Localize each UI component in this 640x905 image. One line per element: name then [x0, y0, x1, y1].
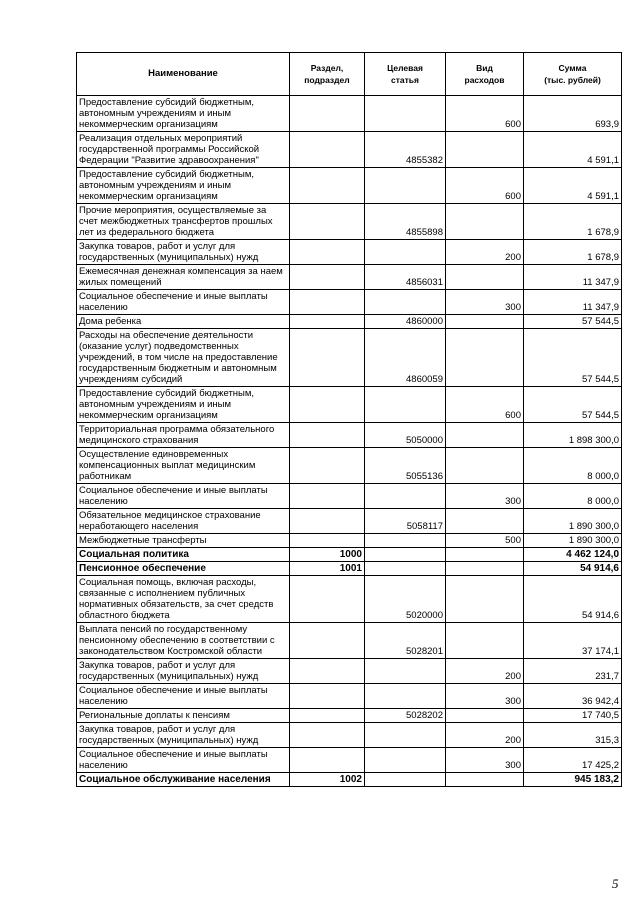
- row-sum-cell: 54 914,6: [524, 562, 622, 576]
- row-target-cell: [365, 748, 446, 773]
- row-target-cell: [365, 534, 446, 548]
- row-type-cell: [446, 448, 524, 484]
- row-type-cell: 300: [446, 484, 524, 509]
- row-name-cell: Закупка товаров, работ и услуг для государственных (муниципальных) нужд: [77, 659, 290, 684]
- table-row: [77, 748, 622, 773]
- row-target-cell: [365, 773, 446, 787]
- table-row: [77, 548, 622, 562]
- row-name-cell: Социальное обеспечение и иные выплаты населению: [77, 484, 290, 509]
- row-target-cell: [365, 96, 446, 132]
- row-target-cell: 4860059: [365, 329, 446, 387]
- row-target-cell: 5058117: [365, 509, 446, 534]
- table-row: [77, 623, 622, 659]
- table-row: [77, 684, 622, 709]
- table-row: [77, 265, 622, 290]
- row-section-cell: [290, 709, 365, 723]
- row-name-cell: Социальная помощь, включая расходы, связанные с исполнением публичных нормативных обязательств, за счет средств областного бюджета: [77, 576, 290, 623]
- row-type-cell: [446, 423, 524, 448]
- row-target-cell: 5020000: [365, 576, 446, 623]
- row-type-cell: [446, 204, 524, 240]
- row-name-cell: Региональные доплаты к пенсиям: [77, 709, 290, 723]
- row-section-cell: [290, 204, 365, 240]
- header-target: Целевая статья: [365, 53, 446, 96]
- table-row: [77, 290, 622, 315]
- row-target-cell: 5028201: [365, 623, 446, 659]
- row-name-cell: Социальная политика: [77, 548, 290, 562]
- header-sum: Сумма (тыс. рублей): [524, 53, 622, 96]
- row-sum-cell: 4 591,1: [524, 132, 622, 168]
- row-section-cell: [290, 509, 365, 534]
- row-name-cell: Расходы на обеспечение деятельности (оказание услуг) подведомственных учреждений, в том числе на предоставление государственным бюджетным и автономным учреждениям субсидий: [77, 329, 290, 387]
- row-sum-cell: 11 347,9: [524, 265, 622, 290]
- row-sum-cell: 231,7: [524, 659, 622, 684]
- row-sum-cell: 1 898 300,0: [524, 423, 622, 448]
- row-name-cell: Социальное обслуживание населения: [77, 773, 290, 787]
- row-section-cell: [290, 290, 365, 315]
- row-type-cell: [446, 562, 524, 576]
- row-type-cell: 600: [446, 168, 524, 204]
- row-section-cell: [290, 623, 365, 659]
- row-sum-cell: 8 000,0: [524, 448, 622, 484]
- row-type-cell: 300: [446, 684, 524, 709]
- row-name-cell: Территориальная программа обязательного медицинского страхования: [77, 423, 290, 448]
- row-name-cell: Обязательное медицинское страхование неработающего населения: [77, 509, 290, 534]
- row-target-cell: 4860000: [365, 315, 446, 329]
- table-body: [77, 96, 622, 787]
- row-target-cell: 5050000: [365, 423, 446, 448]
- row-type-cell: [446, 773, 524, 787]
- row-sum-cell: 54 914,6: [524, 576, 622, 623]
- row-sum-cell: 315,3: [524, 723, 622, 748]
- row-target-cell: 4855382: [365, 132, 446, 168]
- table-row: [77, 448, 622, 484]
- row-target-cell: 5028202: [365, 709, 446, 723]
- table-row: [77, 659, 622, 684]
- row-type-cell: 500: [446, 534, 524, 548]
- row-section-cell: [290, 132, 365, 168]
- row-sum-cell: 57 544,5: [524, 329, 622, 387]
- table-row: [77, 723, 622, 748]
- row-type-cell: 600: [446, 387, 524, 423]
- row-name-cell: Предоставление субсидий бюджетным, автономным учреждениям и иным некоммерческим организациям: [77, 96, 290, 132]
- row-sum-cell: 4 462 124,0: [524, 548, 622, 562]
- row-name-cell: Осуществление единовременных компенсационных выплат медицинским работникам: [77, 448, 290, 484]
- table-row: [77, 96, 622, 132]
- row-name-cell: Ежемесячная денежная компенсация за наем жилых помещений: [77, 265, 290, 290]
- row-name-cell: Социальное обеспечение и иные выплаты населению: [77, 748, 290, 773]
- table-row: [77, 562, 622, 576]
- row-type-cell: [446, 509, 524, 534]
- row-target-cell: [365, 548, 446, 562]
- table-row: [77, 773, 622, 787]
- row-type-cell: [446, 548, 524, 562]
- row-section-cell: [290, 240, 365, 265]
- row-type-cell: [446, 132, 524, 168]
- row-type-cell: 600: [446, 96, 524, 132]
- row-name-cell: Закупка товаров, работ и услуг для государственных (муниципальных) нужд: [77, 240, 290, 265]
- row-name-cell: Закупка товаров, работ и услуг для государственных (муниципальных) нужд: [77, 723, 290, 748]
- table-row: [77, 168, 622, 204]
- row-sum-cell: 11 347,9: [524, 290, 622, 315]
- row-target-cell: [365, 484, 446, 509]
- table-row: [77, 709, 622, 723]
- row-target-cell: [365, 562, 446, 576]
- row-section-cell: 1000: [290, 548, 365, 562]
- row-type-cell: [446, 709, 524, 723]
- table-row: [77, 315, 622, 329]
- row-type-cell: [446, 329, 524, 387]
- row-target-cell: [365, 168, 446, 204]
- row-type-cell: 300: [446, 290, 524, 315]
- row-section-cell: [290, 534, 365, 548]
- row-section-cell: 1002: [290, 773, 365, 787]
- row-sum-cell: 1 678,9: [524, 240, 622, 265]
- row-target-cell: [365, 723, 446, 748]
- row-type-cell: 300: [446, 748, 524, 773]
- table-row: [77, 509, 622, 534]
- header-type: Вид расходов: [446, 53, 524, 96]
- row-target-cell: 4855898: [365, 204, 446, 240]
- row-target-cell: 4856031: [365, 265, 446, 290]
- row-section-cell: [290, 168, 365, 204]
- row-section-cell: [290, 387, 365, 423]
- row-section-cell: [290, 96, 365, 132]
- row-target-cell: [365, 387, 446, 423]
- row-sum-cell: 4 591,1: [524, 168, 622, 204]
- row-section-cell: [290, 329, 365, 387]
- row-section-cell: [290, 723, 365, 748]
- table-row: [77, 240, 622, 265]
- row-name-cell: Пенсионное обеспечение: [77, 562, 290, 576]
- row-sum-cell: 945 183,2: [524, 773, 622, 787]
- row-section-cell: [290, 265, 365, 290]
- row-type-cell: [446, 623, 524, 659]
- row-name-cell: Реализация отдельных мероприятий государственной программы Российской Федерации "Развитие здравоохранения": [77, 132, 290, 168]
- row-name-cell: Социальное обеспечение и иные выплаты населению: [77, 290, 290, 315]
- row-name-cell: Межбюджетные трансферты: [77, 534, 290, 548]
- table-header-row: [77, 53, 622, 96]
- header-section: Раздел, подраздел: [290, 53, 365, 96]
- budget-table: [76, 52, 622, 787]
- row-sum-cell: 37 174,1: [524, 623, 622, 659]
- row-target-cell: [365, 684, 446, 709]
- row-section-cell: [290, 576, 365, 623]
- row-sum-cell: 17 425,2: [524, 748, 622, 773]
- row-section-cell: [290, 315, 365, 329]
- row-section-cell: [290, 748, 365, 773]
- row-sum-cell: 17 740,5: [524, 709, 622, 723]
- row-section-cell: [290, 659, 365, 684]
- row-sum-cell: 1 890 300,0: [524, 509, 622, 534]
- table-row: [77, 132, 622, 168]
- row-name-cell: Предоставление субсидий бюджетным, автономным учреждениям и иным некоммерческим организациям: [77, 387, 290, 423]
- row-sum-cell: 1 678,9: [524, 204, 622, 240]
- row-name-cell: Предоставление субсидий бюджетным, автономным учреждениям и иным некоммерческим организациям: [77, 168, 290, 204]
- header-name: Наименование: [77, 53, 290, 96]
- row-name-cell: Социальное обеспечение и иные выплаты населению: [77, 684, 290, 709]
- table-row: [77, 329, 622, 387]
- table-row: [77, 204, 622, 240]
- row-section-cell: 1001: [290, 562, 365, 576]
- row-type-cell: [446, 576, 524, 623]
- row-target-cell: [365, 290, 446, 315]
- row-sum-cell: 57 544,5: [524, 315, 622, 329]
- row-name-cell: Выплата пенсий по государственному пенсионному обеспечению в соответствии с законодательством Костромской области: [77, 623, 290, 659]
- row-target-cell: 5055136: [365, 448, 446, 484]
- row-type-cell: 200: [446, 723, 524, 748]
- row-sum-cell: 57 544,5: [524, 387, 622, 423]
- row-sum-cell: 8 000,0: [524, 484, 622, 509]
- row-type-cell: 200: [446, 659, 524, 684]
- row-name-cell: Прочие мероприятия, осуществляемые за счет межбюджетных трансфертов прошлых лет из федерального бюджета: [77, 204, 290, 240]
- row-type-cell: [446, 315, 524, 329]
- row-type-cell: 200: [446, 240, 524, 265]
- row-sum-cell: 1 890 300,0: [524, 534, 622, 548]
- table-row: [77, 387, 622, 423]
- table-row: [77, 423, 622, 448]
- table-row: [77, 534, 622, 548]
- table-row: [77, 484, 622, 509]
- table-row: [77, 576, 622, 623]
- row-name-cell: Дома ребенка: [77, 315, 290, 329]
- row-target-cell: [365, 240, 446, 265]
- row-sum-cell: 693,9: [524, 96, 622, 132]
- row-section-cell: [290, 684, 365, 709]
- row-section-cell: [290, 448, 365, 484]
- row-type-cell: [446, 265, 524, 290]
- row-section-cell: [290, 484, 365, 509]
- page-number: 5: [612, 876, 619, 891]
- row-sum-cell: 36 942,4: [524, 684, 622, 709]
- row-section-cell: [290, 423, 365, 448]
- row-target-cell: [365, 659, 446, 684]
